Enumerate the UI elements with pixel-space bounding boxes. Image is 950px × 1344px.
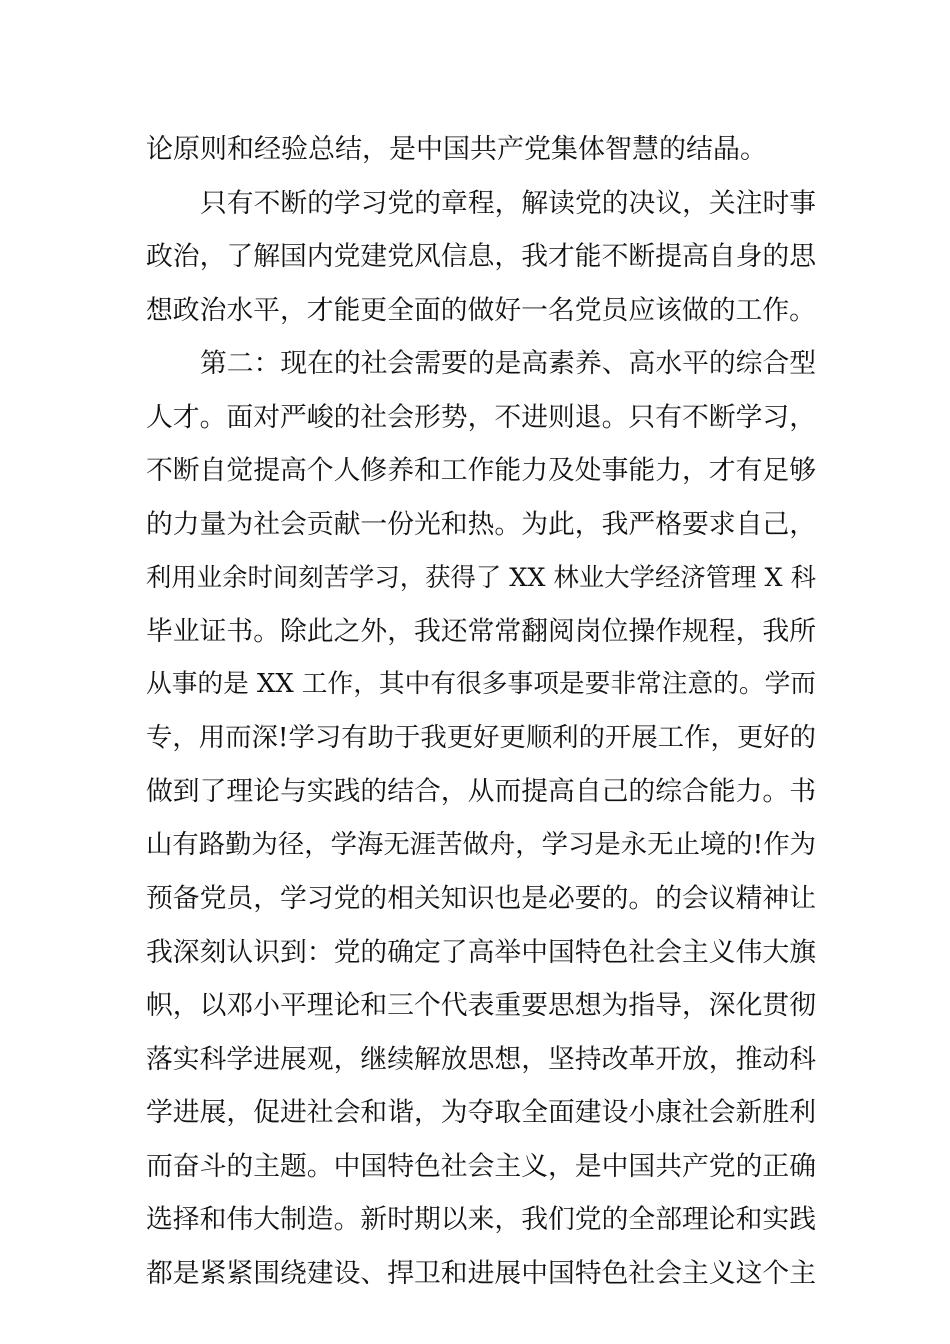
- paragraph-first-line: 只有不断的学习党的章程，解读党的决议，关注时事: [200, 187, 816, 219]
- text-line: 落实科学进展观，继续解放思想，坚持改革开放，推动科: [146, 1043, 816, 1075]
- text-line: 选择和伟大制造。新时期以来，我们党的全部理论和实践: [146, 1204, 816, 1235]
- text-line: 政治，了解国内党建党风信息，我才能不断提高自身的思: [146, 241, 816, 272]
- text-line: 都是紧紧围绕建设、捍卫和进展中国特色社会主义这个主: [146, 1257, 816, 1289]
- text-line: 人才。面对严峻的社会形势，不进则退。只有不断学习，: [146, 401, 816, 433]
- text-line: 我深刻认识到：党的确定了高举中国特色社会主义伟大旗: [146, 936, 816, 968]
- text-line: 毕业证书。除此之外，我还常常翻阅岗位操作规程，我所: [146, 615, 816, 647]
- document-body: [146, 123, 816, 1300]
- text-line: 帜，以邓小平理论和三个代表重要思想为指导，深化贯彻: [146, 990, 816, 1021]
- paragraph-first-line: 第二：现在的社会需要的是高素养、高水平的综合型: [200, 348, 816, 379]
- text-line: 学进展，促进社会和谐，为夺取全面建设小康社会新胜利: [146, 1097, 816, 1128]
- text-line: 不断自觉提高个人修养和工作能力及处事能力，才有足够: [146, 455, 816, 486]
- text-line: 从事的是 XX 工作，其中有很多事项是要非常注意的。学而: [146, 669, 816, 699]
- text-line: 山有路勤为径，学海无涯苦做舟，学习是永无止境的!作为: [146, 829, 816, 860]
- text-line: 而奋斗的主题。中国特色社会主义，是中国共产党的正确: [146, 1150, 816, 1182]
- text-line: 预备党员，学习党的相关知识也是必要的。的会议精神让: [146, 883, 816, 914]
- text-line: 想政治水平，才能更全面的做好一名党员应该做的工作。: [146, 294, 816, 326]
- text-line: 专，用而深!学习有助于我更好更顺利的开展工作，更好的: [146, 722, 816, 753]
- text-line: 的力量为社会贡献一份光和热。为此，我严格要求自己，: [146, 508, 816, 540]
- text-line: 做到了理论与实践的结合，从而提高自己的综合能力。书: [146, 776, 816, 807]
- text-line: 论原则和经验总结，是中国共产党集体智慧的结晶。: [146, 134, 767, 165]
- text-line: 利用业余时间刻苦学习，获得了 XX 林业大学经济管理 X 科: [146, 562, 816, 592]
